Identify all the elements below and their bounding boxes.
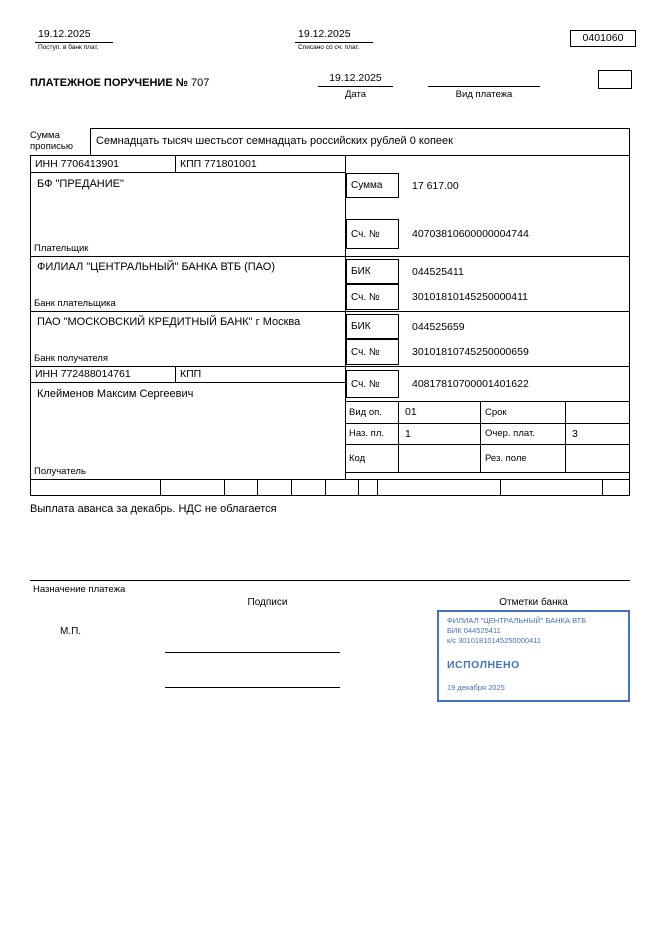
reserve-field-value bbox=[566, 445, 629, 473]
signature-line-2 bbox=[165, 687, 340, 688]
debited-date-block bbox=[295, 28, 373, 51]
payee-bank-section-label: Банк получателя bbox=[34, 353, 108, 364]
code-label: Код bbox=[346, 445, 399, 473]
stamp-date: 19 декабря 2025 bbox=[447, 683, 505, 692]
code-value bbox=[399, 445, 481, 473]
payment-details-grid bbox=[346, 401, 629, 473]
payer-kpp: КПП 771801001 bbox=[176, 156, 346, 173]
received-date: 19.12.2025 bbox=[35, 28, 113, 43]
payer-bank-cell bbox=[31, 256, 346, 311]
payer-bank-bik-value: 044525411 bbox=[412, 265, 464, 278]
payer-account-value: 40703810600000004744 bbox=[412, 228, 529, 240]
priority-label: Очер. плат. bbox=[481, 424, 566, 446]
payment-table bbox=[30, 155, 630, 496]
tax-field-cell bbox=[359, 480, 378, 495]
payer-cell bbox=[31, 173, 346, 256]
amount-value: 17 617.00 bbox=[412, 179, 459, 192]
op-kind-label: Вид оп. bbox=[346, 402, 399, 424]
payer-bank-account-value: 30101810145250000411 bbox=[412, 291, 529, 303]
document-number: 707 bbox=[191, 77, 210, 89]
payer-bank-name: ФИЛИАЛ "ЦЕНТРАЛЬНЫЙ" БАНКА ВТБ (ПАО) bbox=[37, 261, 275, 273]
payee-kpp: КПП bbox=[176, 366, 346, 383]
payee-account-value: 40817810700001401622 bbox=[412, 378, 529, 390]
document-date-label: Дата bbox=[344, 89, 367, 100]
payment-purpose-text: Выплата аванса за декабрь. НДС не облагается bbox=[30, 503, 277, 515]
purpose-code-value: 1 bbox=[399, 424, 481, 446]
debited-date-label: Списано со сч. плат. bbox=[298, 44, 360, 51]
received-date-label: Поступ. в банк плат. bbox=[38, 44, 99, 51]
signature-line-1 bbox=[165, 652, 340, 653]
payer-bank-section-label: Банк плательщика bbox=[34, 298, 116, 309]
priority-value: 3 bbox=[566, 424, 629, 446]
debited-date: 19.12.2025 bbox=[295, 28, 373, 43]
details-row bbox=[346, 424, 629, 446]
payment-kind-value bbox=[428, 72, 540, 87]
amount-words-value: Семнадцать тысяч шестьсот семнадцать российских рублей 0 копеек bbox=[90, 128, 630, 155]
tax-field-cell bbox=[603, 480, 629, 495]
payer-section-label: Плательщик bbox=[34, 243, 89, 254]
op-kind-value: 01 bbox=[399, 402, 481, 424]
tax-fields-strip bbox=[31, 479, 629, 495]
stamp-bik: БИК 044525411 bbox=[447, 626, 501, 635]
payee-cell bbox=[31, 383, 346, 479]
amount-label-box: Сумма bbox=[346, 173, 399, 198]
payer-bank-account-label-box: Сч. № bbox=[346, 284, 399, 310]
document-date-block bbox=[318, 72, 393, 100]
payee-name: Клейменов Максим Сергеевич bbox=[37, 388, 194, 400]
bank-marks-label: Отметки банка bbox=[499, 597, 568, 608]
stamp-status: ИСПОЛНЕНО bbox=[447, 659, 520, 671]
signatures-label: Подписи bbox=[247, 597, 288, 608]
payment-kind-block bbox=[428, 72, 540, 100]
tax-field-cell bbox=[501, 480, 603, 495]
payee-bank-name: ПАО "МОСКОВСКИЙ КРЕДИТНЫЙ БАНК" г Москва bbox=[37, 316, 301, 328]
document-title-text: ПЛАТЕЖНОЕ ПОРУЧЕНИЕ № bbox=[30, 77, 188, 89]
details-row bbox=[346, 445, 629, 473]
bank-stamp bbox=[437, 610, 630, 702]
received-date-block bbox=[35, 28, 113, 51]
purpose-divider bbox=[30, 580, 630, 581]
stamp-place-label: М.П. bbox=[60, 626, 82, 637]
term-value bbox=[566, 402, 629, 424]
details-row bbox=[346, 402, 629, 424]
payee-bank-bik-label-box: БИК bbox=[346, 314, 399, 339]
payee-bank-account-label-box: Сч. № bbox=[346, 339, 399, 365]
tax-field-cell bbox=[258, 480, 292, 495]
purpose-code-label: Наз. пл. bbox=[346, 424, 399, 446]
form-code-box: 0401060 bbox=[570, 30, 636, 47]
purpose-section-label: Назначение платежа bbox=[33, 584, 126, 595]
payer-bank-bik-label-box: БИК bbox=[346, 259, 399, 284]
amount-words-label: Сумма прописью bbox=[30, 130, 73, 152]
reserve-field-label: Рез. поле bbox=[481, 445, 566, 473]
payer-account-label-box: Сч. № bbox=[346, 219, 399, 249]
document-title bbox=[30, 77, 209, 89]
payee-bank-account-value: 30101810745250000659 bbox=[412, 346, 529, 358]
tax-field-cell bbox=[31, 480, 161, 495]
tax-field-cell bbox=[378, 480, 501, 495]
document-date: 19.12.2025 bbox=[318, 72, 393, 87]
payee-section-label: Получатель bbox=[34, 466, 86, 477]
tax-field-cell bbox=[161, 480, 225, 495]
tax-field-cell bbox=[326, 480, 359, 495]
term-label: Срок bbox=[481, 402, 566, 424]
tax-field-cell bbox=[225, 480, 258, 495]
payer-name: БФ "ПРЕДАНИЕ" bbox=[37, 178, 124, 190]
payment-kind-code-box bbox=[598, 70, 632, 89]
payee-inn: ИНН 772488014761 bbox=[31, 366, 176, 383]
payee-bank-bik-value: 044525659 bbox=[412, 320, 465, 333]
payee-account-label-box: Сч. № bbox=[346, 370, 399, 398]
payee-bank-cell bbox=[31, 311, 346, 366]
payment-kind-label: Вид платежа bbox=[455, 89, 513, 100]
payer-inn: ИНН 7706413901 bbox=[31, 156, 176, 173]
stamp-bank-name: ФИЛИАЛ "ЦЕНТРАЛЬНЫЙ" БАНКА ВТБ bbox=[447, 616, 587, 625]
stamp-corr-account: к/с 30101810145250000411 bbox=[447, 636, 542, 645]
tax-field-cell bbox=[292, 480, 326, 495]
